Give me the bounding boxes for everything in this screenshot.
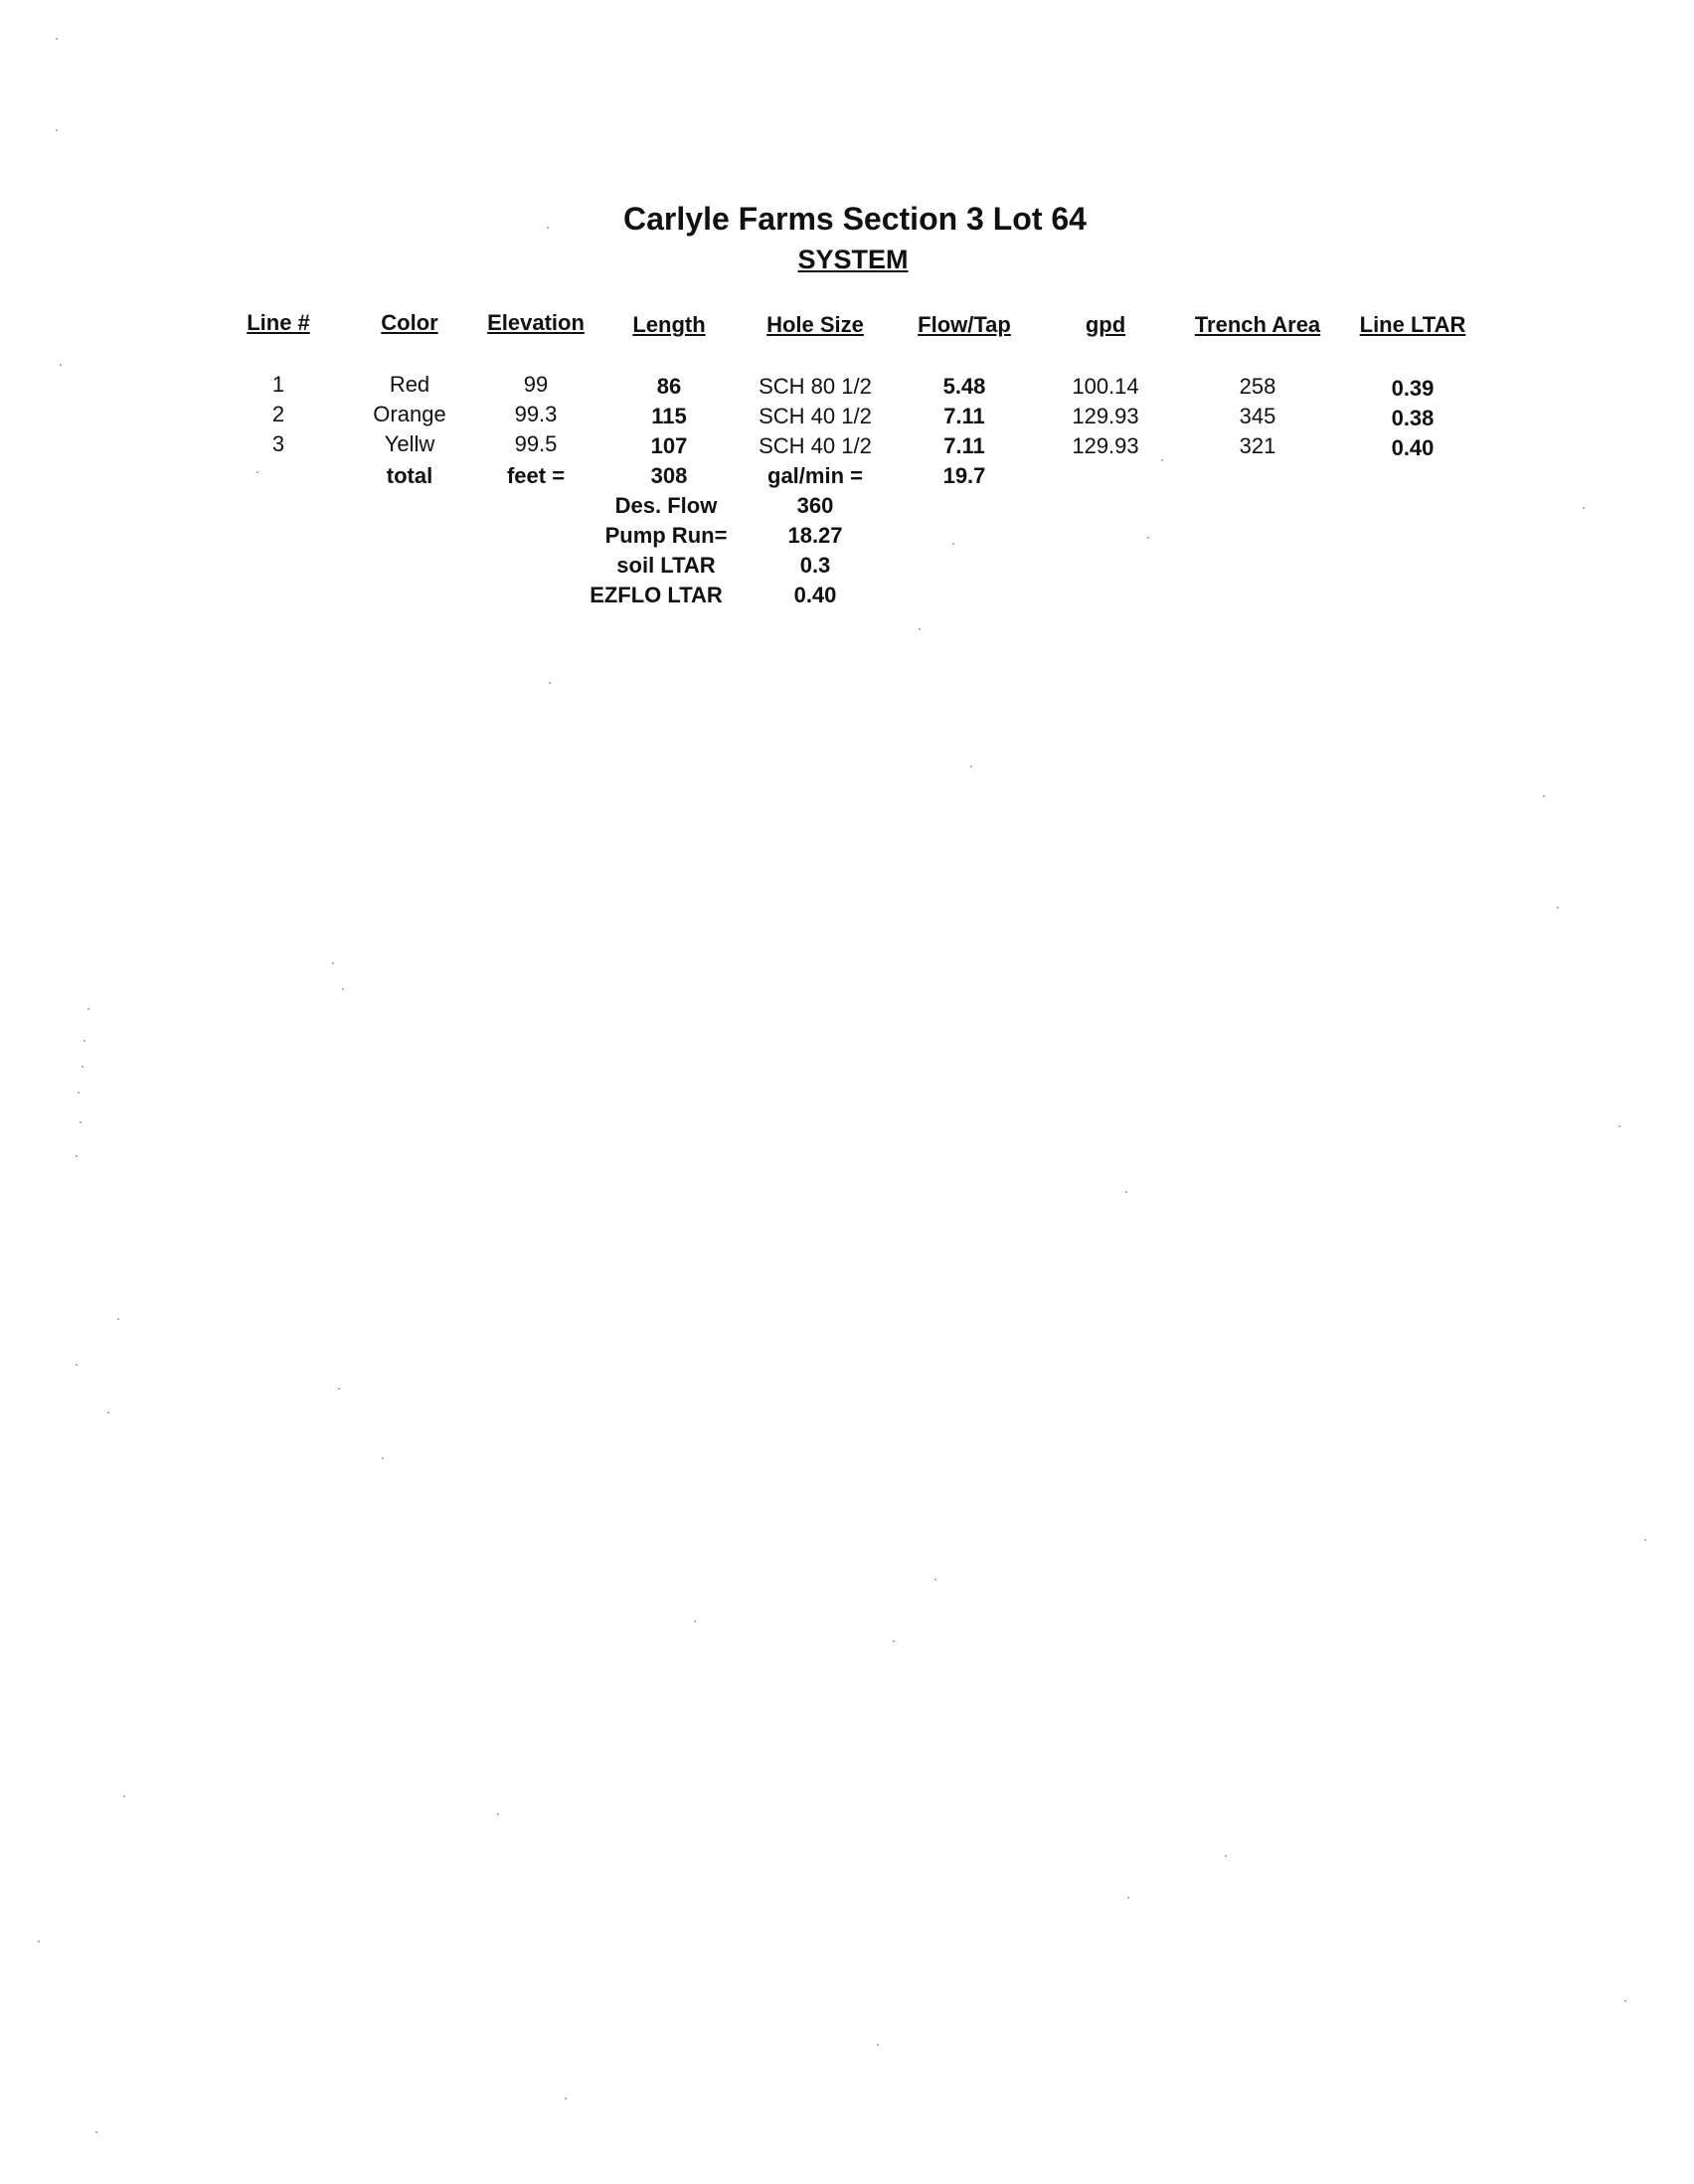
elevation-cell: 99 <box>523 372 549 397</box>
flow-tap-cell: 7.11 <box>943 433 985 458</box>
color-cell: Red <box>389 372 430 397</box>
gpm-label: gal/min = <box>767 463 863 488</box>
trench-area-cell: 258 <box>1239 374 1276 399</box>
color-cell: Yellw <box>384 431 435 456</box>
summary-value: 0.40 <box>793 583 837 607</box>
line-ltar-cell: 0.40 <box>1391 435 1435 460</box>
line-ltar-cell: 0.38 <box>1391 406 1435 430</box>
summary-label: Des. Flow <box>614 493 718 518</box>
header-length: Length <box>632 312 706 337</box>
hole-size-cell: SCH 80 1/2 <box>759 374 872 399</box>
gpd-cell: 100.14 <box>1072 374 1139 399</box>
color-cell: Orange <box>373 402 446 426</box>
line-ltar-cell: 0.39 <box>1391 376 1435 401</box>
header-hole-size: Hole Size <box>766 312 864 337</box>
header-line-ltar: Line LTAR <box>1359 312 1466 337</box>
summary-label: Pump Run= <box>604 523 728 548</box>
line-number-cell: 3 <box>271 431 285 456</box>
total-feet-value: 308 <box>650 463 688 488</box>
gpd-cell: 129.93 <box>1072 404 1139 428</box>
summary-value: 0.3 <box>799 553 831 578</box>
document-title: Carlyle Farms Section 3 Lot 64 <box>623 201 1087 237</box>
header-gpd: gpd <box>1085 312 1126 337</box>
hole-size-cell: SCH 40 1/2 <box>759 433 872 458</box>
elevation-cell: 99.3 <box>514 402 558 426</box>
summary-label: soil LTAR <box>616 553 716 578</box>
total-gpm-value: 19.7 <box>942 463 986 488</box>
gpd-cell: 129.93 <box>1072 433 1139 458</box>
length-cell: 107 <box>650 433 688 458</box>
hole-size-cell: SCH 40 1/2 <box>759 404 872 428</box>
header-elevation: Elevation <box>487 310 585 335</box>
document-subtitle: SYSTEM <box>797 245 909 274</box>
summary-label: EZFLO LTAR <box>590 583 723 607</box>
header-trench-area: Trench Area <box>1194 312 1321 337</box>
total-label: total <box>386 463 433 488</box>
line-number-cell: 1 <box>271 372 285 397</box>
trench-area-cell: 345 <box>1239 404 1276 428</box>
length-cell: 86 <box>656 374 682 399</box>
flow-tap-cell: 5.48 <box>942 374 986 399</box>
flow-tap-cell: 7.11 <box>943 404 985 428</box>
header-flow-tap: Flow/Tap <box>918 312 1011 337</box>
summary-value: 18.27 <box>787 523 843 548</box>
length-cell: 115 <box>651 404 687 428</box>
header-color: Color <box>381 310 438 335</box>
trench-area-cell: 321 <box>1239 433 1276 458</box>
summary-value: 360 <box>796 493 834 518</box>
elevation-cell: 99.5 <box>514 431 558 456</box>
line-number-cell: 2 <box>271 402 285 426</box>
header-line-number: Line # <box>247 310 310 335</box>
feet-label: feet = <box>506 463 566 488</box>
